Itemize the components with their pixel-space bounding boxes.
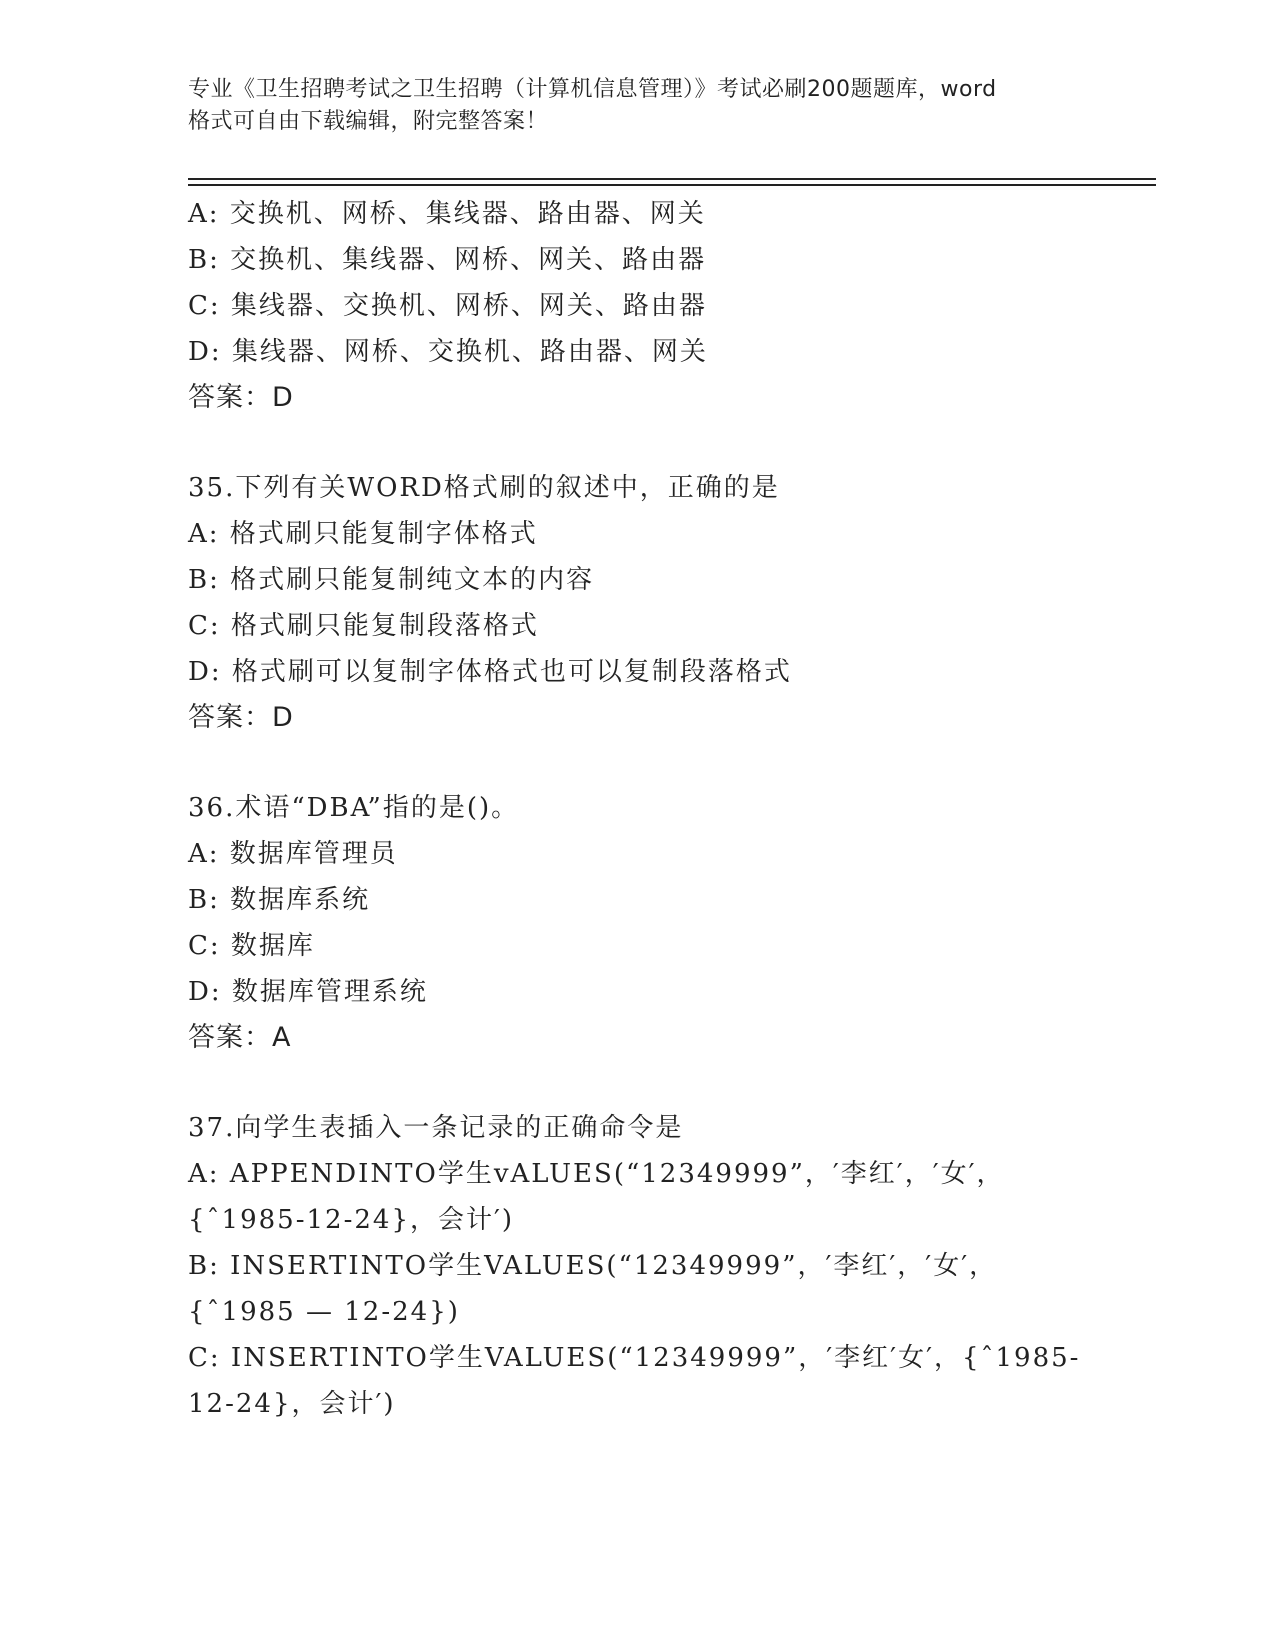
option-c: C: 数据库	[188, 931, 315, 961]
question-text: 36.术语“DBA”指的是()。	[188, 793, 520, 823]
header-title-line-2: 格式可自由下载编辑，附完整答案！	[188, 109, 549, 134]
option-d: D: 集线器、网桥、交换机、路由器、网关	[188, 337, 708, 367]
spacer	[188, 421, 1088, 465]
option-a: A: 数据库管理员	[188, 839, 398, 869]
question-block-34	[188, 191, 1088, 421]
document-header	[188, 74, 1088, 138]
option-a-line-1: A: APPENDINTO学生vALUES(“12349999”，′李红′，′女′，	[188, 1159, 1005, 1189]
option-c-line-2: 12-24}，会计′)	[188, 1389, 396, 1419]
question-block-37	[188, 1105, 1088, 1427]
option-c-line-1: C: INSERTINTO学生VALUES(“12349999”，′李红′女′，{ˆ1985-	[188, 1343, 1081, 1373]
option-b: B: 数据库系统	[188, 885, 371, 915]
option-a-line-2: {ˆ1985-12-24}，会计′)	[188, 1205, 515, 1235]
option-d: D: 数据库管理系统	[188, 977, 428, 1007]
option-a: A: 格式刷只能复制字体格式	[188, 519, 538, 549]
answer-line: 答案：D	[188, 382, 294, 413]
option-b: B: 格式刷只能复制纯文本的内容	[188, 565, 595, 595]
question-block-36	[188, 785, 1088, 1061]
option-b: B: 交换机、集线器、网桥、网关、路由器	[188, 245, 707, 275]
answer-line: 答案：A	[188, 1022, 292, 1053]
option-c: C: 格式刷只能复制段落格式	[188, 611, 539, 641]
option-c: C: 集线器、交换机、网桥、网关、路由器	[188, 291, 707, 321]
answer-line: 答案：D	[188, 702, 294, 733]
option-b-line-1: B: INSERTINTO学生VALUES(“12349999”，′李红′，′女′，	[188, 1251, 998, 1281]
option-a: A: 交换机、网桥、集线器、路由器、网关	[188, 199, 706, 229]
option-b-line-2: {ˆ1985 — 12-24})	[188, 1297, 460, 1327]
option-d: D: 格式刷可以复制字体格式也可以复制段落格式	[188, 657, 792, 687]
header-title-line-1: 专业《卫生招聘考试之卫生招聘（计算机信息管理）》考试必刷200题题库，word	[188, 77, 997, 102]
spacer	[188, 741, 1088, 785]
question-text: 37.向学生表插入一条记录的正确命令是	[188, 1113, 684, 1143]
question-list	[188, 191, 1088, 1427]
question-text: 35.下列有关WORD格式刷的叙述中，正确的是	[188, 473, 780, 503]
header-divider-bottom	[188, 184, 1156, 186]
question-block-35	[188, 465, 1088, 741]
spacer	[188, 1061, 1088, 1105]
header-divider-top	[188, 178, 1156, 180]
